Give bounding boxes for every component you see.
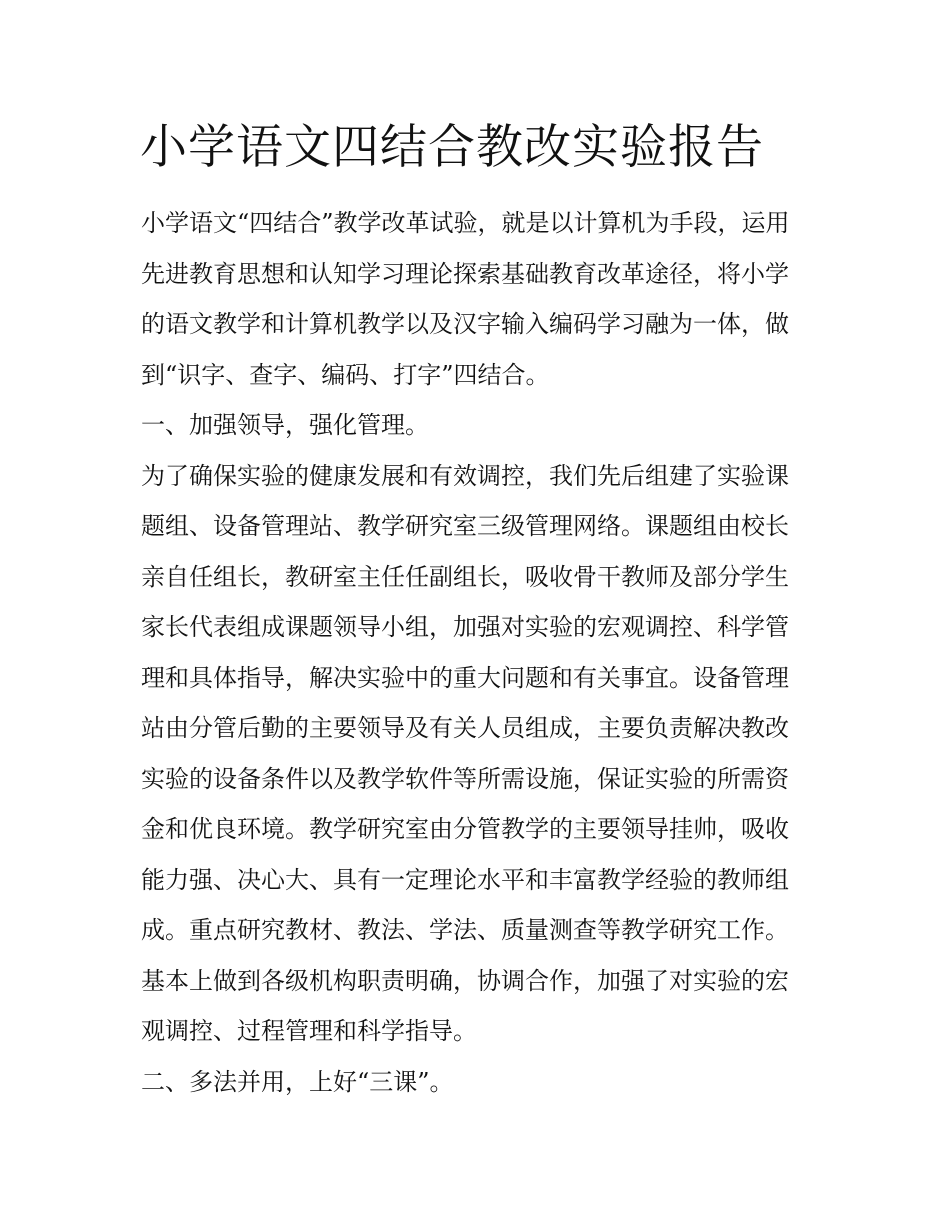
text-line: 家长代表组成课题领导小组，加强对实验的宏观调控、科学管 xyxy=(141,613,789,641)
text-line: 观调控、过程管理和科学指导。 xyxy=(141,1017,477,1045)
text-line: 为了确保实验的健康发展和有效调控，我们先后组建了实验课 xyxy=(141,461,789,490)
text-line: 小学语文“四结合”教学改革试验，就是以计算机为手段，运用 xyxy=(141,209,790,237)
text-line: 能力强、决心大、具有一定理论水平和丰富教学经验的教师组 xyxy=(141,865,789,894)
document-body xyxy=(141,198,821,1107)
text-line: 基本上做到各级机构职责明确，协调合作，加强了对实验的宏 xyxy=(141,966,789,995)
text-line: 站由分管后勤的主要领导及有关人员组成，主要负责解决教改 xyxy=(141,714,789,742)
text-line: 先进教育思想和认知学习理论探索基础教育改革途径，将小学 xyxy=(141,259,789,288)
text-line: 成。重点研究教材、教法、学法、质量测查等教学研究工作。 xyxy=(141,916,789,944)
text-line: 亲自任组长，教研室主任任副组长，吸收骨干教师及部分学生 xyxy=(141,562,789,591)
text-line: 的语文教学和计算机教学以及汉字输入编码学习融为一体，做 xyxy=(141,310,789,338)
text-line: 实验的设备条件以及教学软件等所需设施，保证实验的所需资 xyxy=(141,764,789,793)
section-heading-1: 一、加强领导，强化管理。 xyxy=(141,411,429,439)
text-line: 金和优良环境。教学研究室由分管教学的主要领导挂帅，吸收 xyxy=(141,815,789,843)
text-line: 题组、设备管理站、教学研究室三级管理网络。课题组由校长 xyxy=(141,512,789,540)
document-title: 小学语文四结合教改实验报告 xyxy=(140,120,764,175)
section-heading-2: 二、多法并用，上好“三课”。 xyxy=(141,1067,454,1096)
text-line: 理和具体指导，解决实验中的重大问题和有关事宜。设备管理 xyxy=(141,663,789,692)
text-line: 到“识字、查字、编码、打字”四结合。 xyxy=(141,360,550,389)
